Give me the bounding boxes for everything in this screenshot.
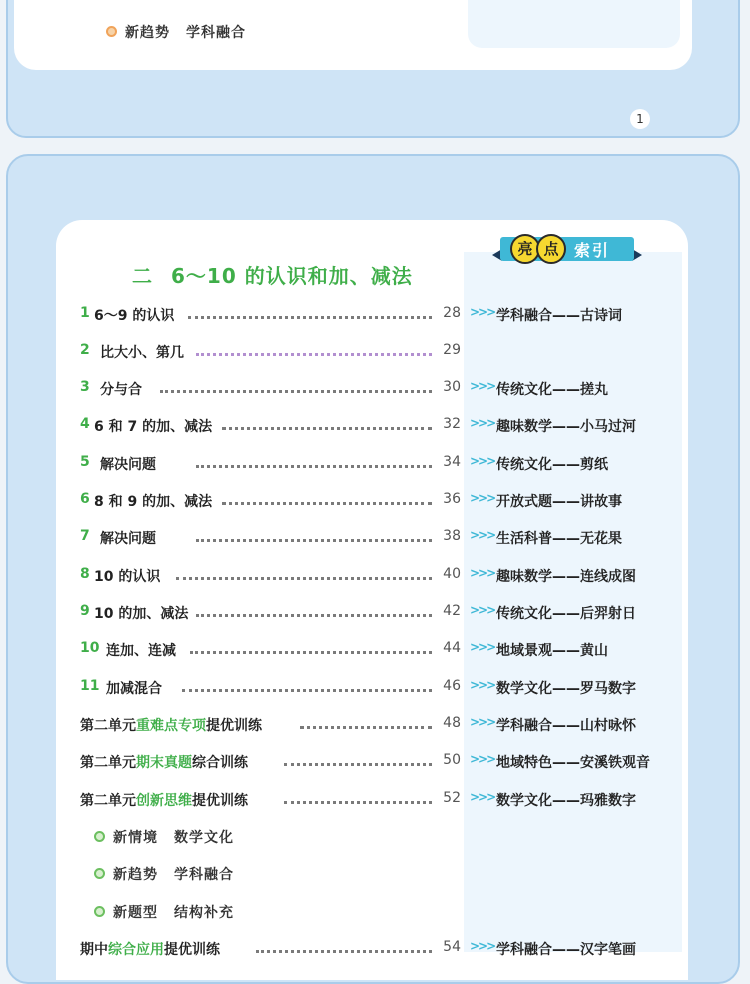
row-index: 9 — [80, 603, 90, 619]
arrow-icon: >>> — [470, 715, 495, 729]
leader-dots — [196, 606, 432, 617]
row-highlight: 趣味数学——连线成图 — [496, 569, 636, 585]
row-title: 第二单元期末真题综合训练 — [80, 755, 248, 771]
row-index: 2 — [80, 342, 90, 358]
subitem: 新情境 数学文化 — [94, 827, 234, 847]
row-index: 8 — [80, 566, 90, 582]
unit-row[interactable] — [0, 790, 750, 812]
midterm-row[interactable] — [0, 939, 750, 961]
arrow-icon: >>> — [470, 416, 495, 430]
bullet-icon — [106, 26, 117, 37]
row-title: 加减混合 — [106, 681, 162, 697]
toc-row[interactable] — [0, 603, 750, 625]
bullet-icon — [94, 831, 105, 842]
leader-dots — [222, 494, 432, 505]
toc-row[interactable] — [0, 678, 750, 700]
toc-row[interactable] — [0, 566, 750, 588]
badge-label: 索引 — [574, 241, 611, 260]
badge-char-2: 点 — [536, 234, 566, 264]
leader-dots — [256, 942, 432, 953]
row-highlight: 地域特色——安溪铁观音 — [496, 755, 650, 771]
row-page: 54 — [443, 939, 461, 955]
row-index: 1 — [80, 305, 90, 321]
section-title: 二 6～10 的认识和加、减法 — [132, 264, 413, 288]
subitem: 新趋势 学科融合 — [94, 864, 234, 884]
row-page: 50 — [443, 752, 461, 768]
row-page: 32 — [443, 416, 461, 432]
toc-row[interactable] — [0, 454, 750, 476]
highlight-index-badge — [492, 233, 642, 263]
arrow-icon: >>> — [470, 603, 495, 617]
toc-row[interactable] — [0, 379, 750, 401]
arrow-icon: >>> — [470, 752, 495, 766]
row-title: 连加、连减 — [106, 643, 176, 659]
row-page: 44 — [443, 640, 461, 656]
toc-row[interactable] — [0, 491, 750, 513]
arrow-icon: >>> — [470, 491, 495, 505]
arrow-icon: >>> — [470, 640, 495, 654]
row-page: 46 — [443, 678, 461, 694]
toc-row[interactable] — [0, 528, 750, 550]
trend-item: 新趋势 学科融合 — [106, 22, 246, 42]
row-highlight: 地域景观——黄山 — [496, 643, 608, 659]
row-page: 36 — [443, 491, 461, 507]
arrow-icon: >>> — [470, 566, 495, 580]
toc-row[interactable] — [0, 342, 750, 364]
leader-dots — [188, 308, 432, 319]
row-index: 5 — [80, 454, 90, 470]
leader-dots — [222, 419, 432, 430]
bullet-icon — [94, 906, 105, 917]
row-title: 8 和 9 的加、减法 — [94, 494, 213, 510]
arrow-icon: >>> — [470, 454, 495, 468]
page-number: 1 — [630, 109, 650, 129]
leader-dots — [300, 718, 432, 729]
row-page: 48 — [443, 715, 461, 731]
arrow-icon: >>> — [470, 379, 495, 393]
row-page: 34 — [443, 454, 461, 470]
arrow-icon: >>> — [470, 528, 495, 542]
row-highlight: 学科融合——山村咏怀 — [496, 718, 636, 734]
row-index: 11 — [80, 678, 100, 694]
leader-dots — [182, 681, 432, 692]
row-title: 解决问题 — [100, 457, 156, 473]
arrow-icon: >>> — [470, 678, 495, 692]
row-title: 第二单元创新思维提优训练 — [80, 793, 248, 809]
unit-row[interactable] — [0, 715, 750, 737]
row-highlight: 学科融合——古诗词 — [496, 308, 622, 324]
row-index: 7 — [80, 528, 90, 544]
row-highlight: 生活科普——无花果 — [496, 531, 622, 547]
row-title: 6～9 的认识 — [94, 308, 175, 324]
leader-dots — [284, 793, 432, 804]
row-index: 3 — [80, 379, 90, 395]
row-index: 4 — [80, 416, 90, 432]
toc-row[interactable] — [0, 416, 750, 438]
subitem: 新题型 结构补充 — [94, 902, 234, 922]
row-page: 29 — [443, 342, 461, 358]
row-page: 28 — [443, 305, 461, 321]
row-highlight: 开放式题——讲故事 — [496, 494, 622, 510]
row-highlight: 传统文化——后羿射日 — [496, 606, 636, 622]
row-title: 期中综合应用提优训练 — [80, 942, 220, 958]
arrow-icon: >>> — [470, 939, 495, 953]
leader-dots — [160, 382, 432, 393]
bullet-icon — [94, 868, 105, 879]
row-page: 52 — [443, 790, 461, 806]
leader-dots — [190, 643, 432, 654]
row-title: 第二单元重难点专项提优训练 — [80, 718, 262, 734]
leader-dots — [196, 345, 432, 356]
row-highlight: 传统文化——搓丸 — [496, 382, 608, 398]
row-highlight: 数学文化——玛雅数字 — [496, 793, 636, 809]
row-title: 解决问题 — [100, 531, 156, 547]
row-title: 比大小、第几 — [100, 345, 184, 361]
badge-char-1: 亮 — [510, 234, 540, 264]
row-title: 10 的加、减法 — [94, 606, 189, 622]
row-highlight: 数学文化——罗马数字 — [496, 681, 636, 697]
arrow-icon: >>> — [470, 790, 495, 804]
toc-row[interactable] — [0, 640, 750, 662]
leader-dots — [196, 531, 432, 542]
row-title: 分与合 — [100, 382, 142, 398]
row-index: 10 — [80, 640, 100, 656]
arrow-icon: >>> — [470, 305, 495, 319]
row-page: 38 — [443, 528, 461, 544]
row-page: 42 — [443, 603, 461, 619]
row-title: 6 和 7 的加、减法 — [94, 419, 213, 435]
toc-row[interactable] — [0, 305, 750, 327]
row-highlight: 学科融合——汉字笔画 — [496, 942, 636, 958]
row-highlight: 传统文化——剪纸 — [496, 457, 608, 473]
row-title: 10 的认识 — [94, 569, 161, 585]
row-index: 6 — [80, 491, 90, 507]
row-highlight: 趣味数学——小马过河 — [496, 419, 636, 435]
leader-dots — [176, 569, 432, 580]
leader-dots — [196, 457, 432, 468]
unit-row[interactable] — [0, 752, 750, 774]
row-page: 40 — [443, 566, 461, 582]
row-page: 30 — [443, 379, 461, 395]
leader-dots — [284, 755, 432, 766]
